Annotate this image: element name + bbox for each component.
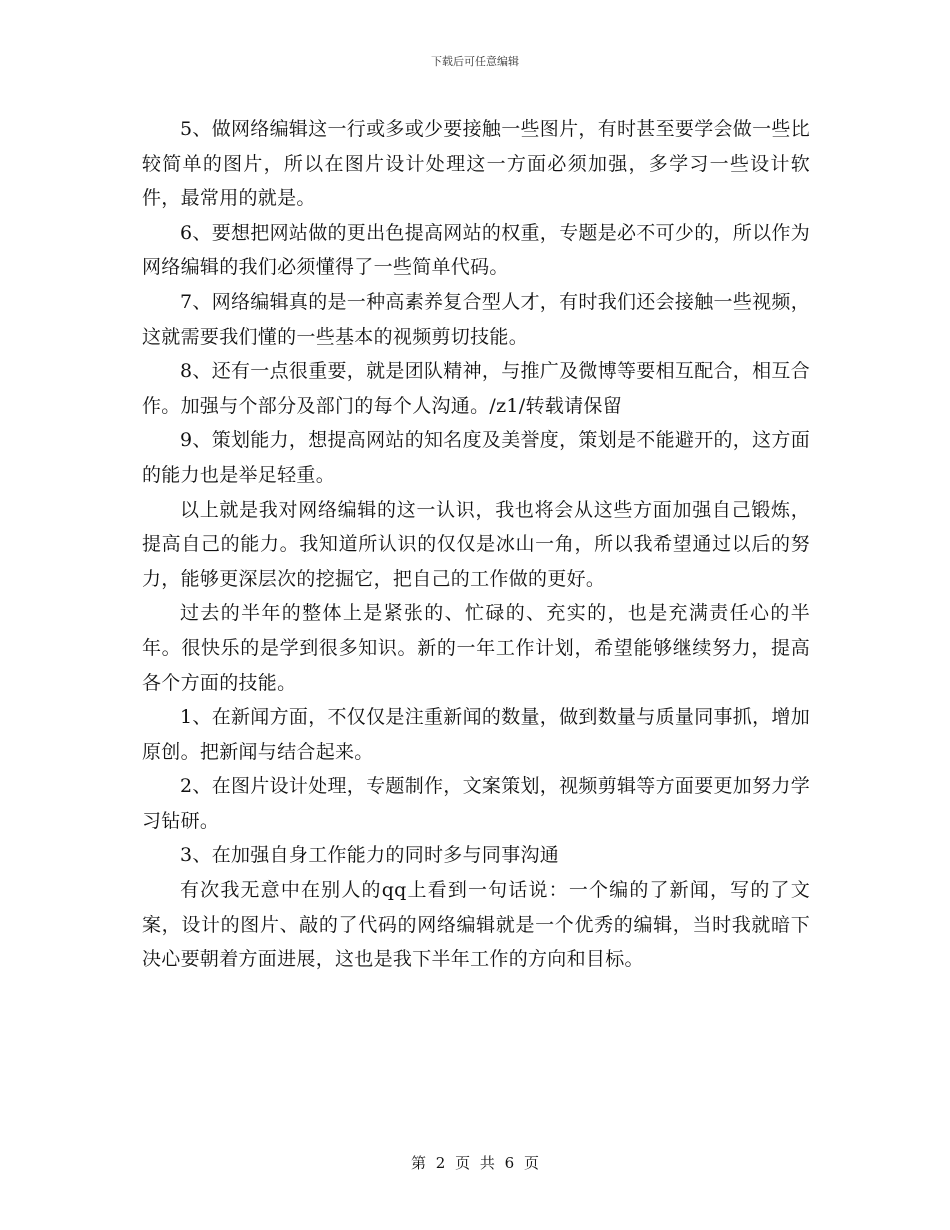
page-header: 下载后可任意编辑 bbox=[431, 55, 519, 68]
paragraph-7: 7、网络编辑真的是一种高素养复合型人才，有时我们还会接触一些视频，这就需要我们懂的一些基本的视频剪切技能。 bbox=[142, 290, 810, 348]
paragraph-plan-1: 1、在新闻方面，不仅仅是注重新闻的数量，做到数量与质量同事抓，增加原创。把新闻与结合起来。 bbox=[142, 706, 810, 763]
paragraph-plan-2: 2、在图片设计处理，专题制作，文案策划，视频剪辑等方面要更加努力学习钻研。 bbox=[142, 775, 810, 832]
paragraph-6: 6、要想把网站做的更出色提高网站的权重，专题是必不可少的，所以作为网络编辑的我们必须懂得了一些简单代码。 bbox=[142, 221, 810, 279]
paragraph-half-year: 过去的半年的整体上是紧张的、忙碌的、充实的，也是充满责任心的半年。很快乐的是学到很多知识。新的一年工作计划，希望能够继续努力，提高各个方面的技能。 bbox=[142, 602, 810, 694]
paragraph-summary: 以上就是我对网络编辑的这一认识，我也将会从这些方面加强自己锻炼，提高自己的能力。我知道所认识的仅仅是冰山一角，所以我希望通过以后的努力，能够更深层次的挖掘它，把自己的工作做的更好。 bbox=[142, 498, 810, 590]
paragraph-8: 8、还有一点很重要，就是团队精神，与推广及微博等要相互配合，相互合作。加强与个部分及部门的每个人沟通。/z1/转载请保留 bbox=[142, 360, 810, 417]
document-body bbox=[142, 112, 810, 977]
paragraph-closing: 有次我无意中在别人的qq上看到一句话说：一个编的了新闻，写的了文案，设计的图片、敲的了代码的网络编辑就是一个优秀的编辑，当时我就暗下决心要朝着方面进展，这也是我下半年工作的方向和目标。 bbox=[142, 879, 810, 971]
paragraph-5: 5、做网络编辑这一行或多或少要接触一些图片，有时甚至要学会做一些比较简单的图片，所以在图片设计处理这一方面必须加强，多学习一些设计软件，最常用的就是。 bbox=[142, 118, 810, 210]
page-footer: 第 2 页 共 6 页 bbox=[411, 1154, 539, 1172]
paragraph-plan-3: 3、在加强自身工作能力的同时多与同事沟通 bbox=[180, 844, 560, 867]
paragraph-9: 9、策划能力，想提高网站的知名度及美誉度，策划是不能避开的，这方面的能力也是举足轻重。 bbox=[142, 429, 810, 486]
